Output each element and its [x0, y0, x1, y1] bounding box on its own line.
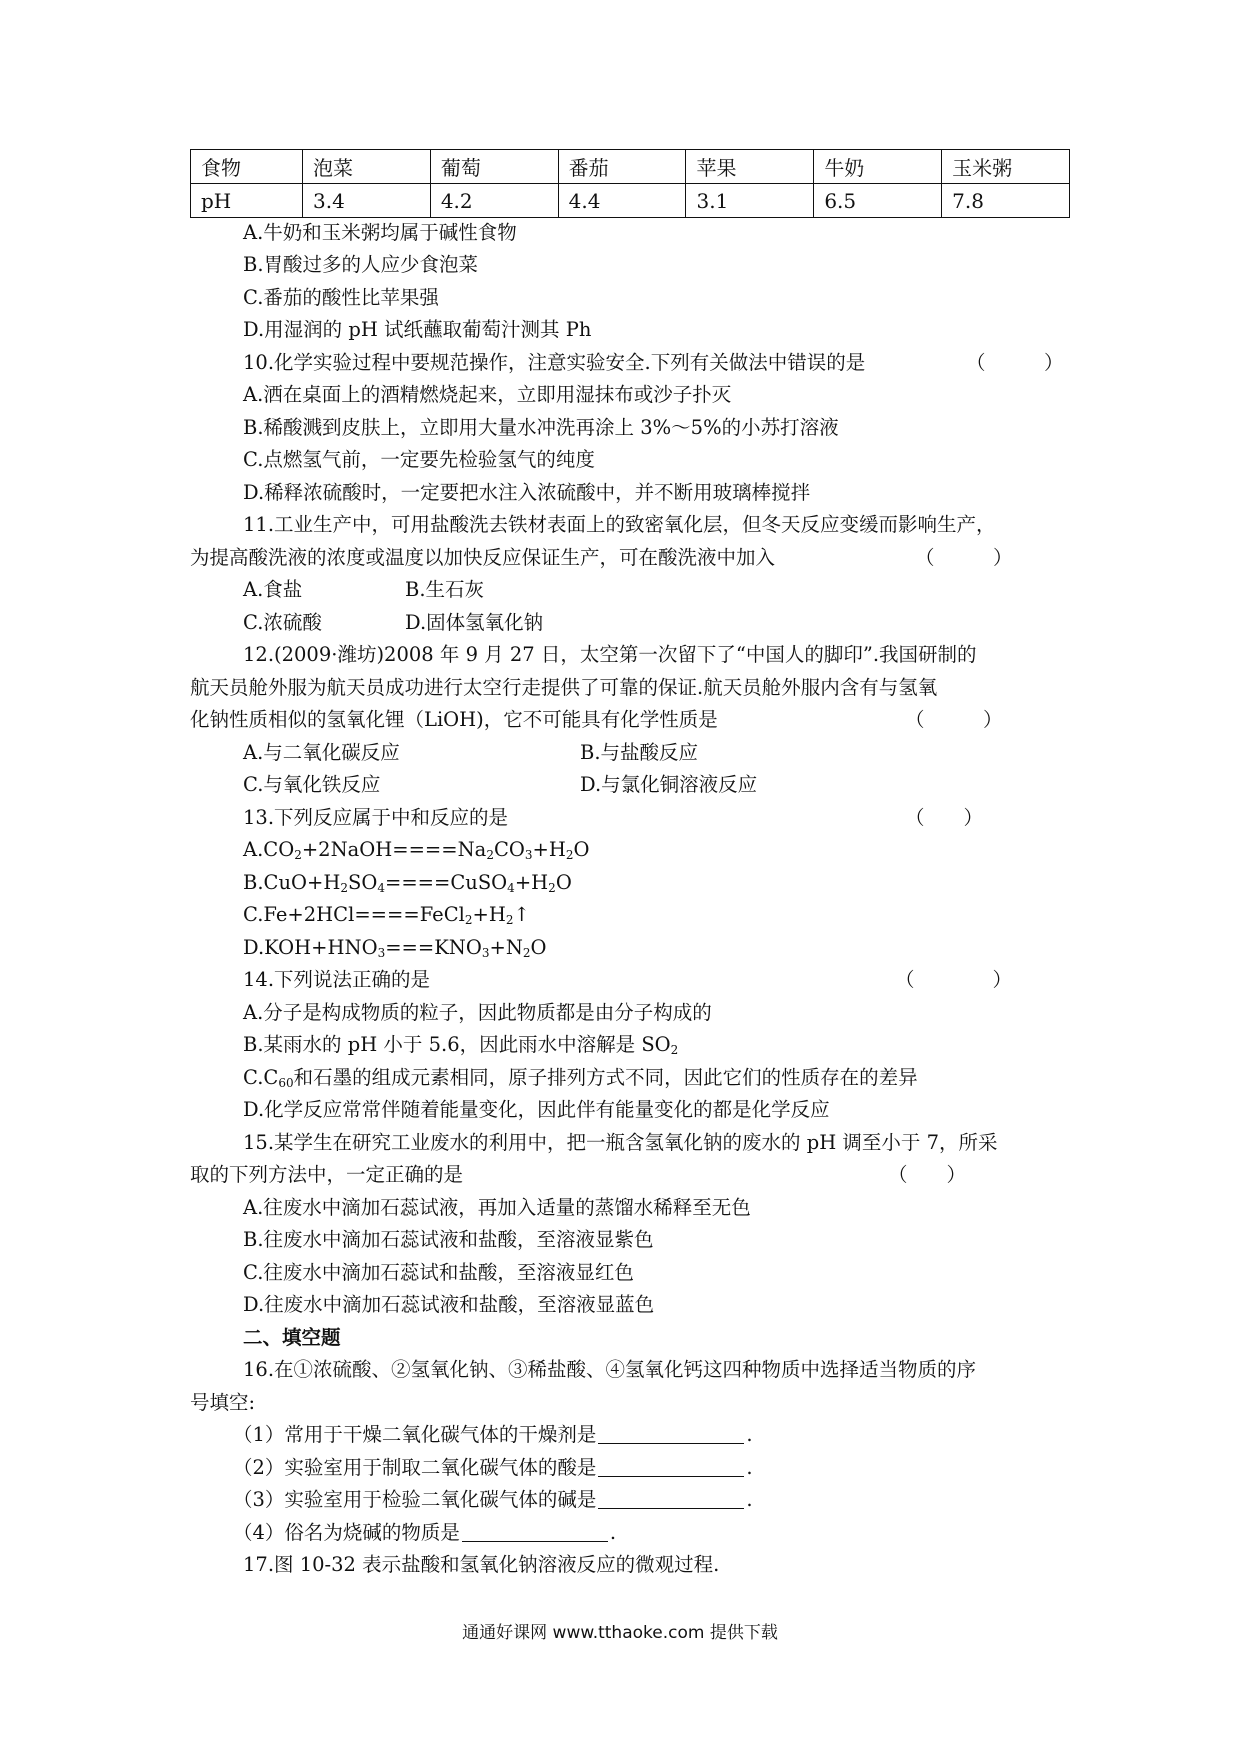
subscript: 2	[670, 1043, 679, 1057]
subscript: 2	[486, 848, 494, 862]
q12-stem-line1: 12.(2009·潍坊)2008 年 9 月 27 日，太空第一次留下了“中国人的脚印”.我国研制的	[243, 643, 977, 666]
q10-option-d: D.稀释浓硫酸时，一定要把水注入浓硫酸中，并不断用玻璃棒搅拌	[243, 481, 811, 504]
subscript: 4	[507, 881, 515, 895]
text-run: +2NaOH====Na	[301, 838, 487, 861]
text-run: C.C	[243, 1066, 279, 1089]
table-cell: 苹果	[686, 150, 814, 184]
q10-stem: 10.化学实验过程中要规范操作，注意实验安全.下列有关做法中错误的是	[243, 351, 866, 374]
q12-answer-bracket: （ ）	[905, 708, 1003, 731]
item-period: .	[609, 1521, 617, 1544]
q13-answer-bracket: （ ）	[905, 806, 984, 829]
answer-blank[interactable]	[462, 1519, 608, 1542]
q11-option-b: B.生石灰	[405, 578, 485, 601]
item-text: （1）常用于干燥二氧化碳气体的干燥剂是	[233, 1423, 597, 1446]
q12-option-a: A.与二氧化碳反应	[243, 741, 400, 764]
item-text: （4）俗名为烧碱的物质是	[233, 1521, 460, 1544]
item-period: .	[746, 1488, 753, 1511]
section-heading: 二、填空题	[243, 1326, 341, 1349]
q11-answer-bracket: （ ）	[915, 546, 1013, 569]
text-run: 和石墨的组成元素相同，原子排列方式不同，因此它们的性质存在的差异	[293, 1066, 918, 1089]
subscript: 3	[481, 946, 490, 960]
subscript: 60	[278, 1076, 294, 1090]
text-run: O	[555, 871, 572, 894]
table-cell: 牛奶	[814, 150, 942, 184]
item-period: .	[746, 1423, 753, 1446]
q13-option-a	[243, 836, 590, 869]
q14-option-a: A.分子是构成物质的粒子，因此物质都是由分子构成的	[243, 1001, 712, 1024]
q16-item-4	[233, 1519, 616, 1547]
text-run: B.某雨水的 pH 小于 5.6，因此雨水中溶解是 SO	[243, 1033, 671, 1056]
q15-option-a: A.往废水中滴加石蕊试液，再加入适量的蒸馏水稀释至无色	[243, 1196, 751, 1219]
item-text: （2）实验室用于制取二氧化碳气体的酸是	[233, 1456, 597, 1479]
q15-option-c: C.往废水中滴加石蕊试和盐酸，至溶液显红色	[243, 1261, 634, 1284]
q9-option-a: A.牛奶和玉米粥均属于碱性食物	[243, 221, 517, 244]
table-cell: 葡萄	[430, 150, 558, 184]
q9-option-d: D.用湿润的 pH 试纸蘸取葡萄汁测其 Ph	[243, 318, 592, 341]
q15-option-b: B.往废水中滴加石蕊试液和盐酸，至溶液显紫色	[243, 1228, 654, 1251]
table-cell: 3.1	[686, 184, 814, 218]
table-cell: 玉米粥	[942, 150, 1070, 184]
q15-stem-line2: 取的下列方法中，一定正确的是	[190, 1163, 464, 1186]
table-cell: 3.4	[303, 184, 431, 218]
item-period: .	[746, 1456, 753, 1479]
table-cell: 食物	[191, 150, 303, 184]
q10-option-a: A.洒在桌面上的酒精燃烧起来，立即用湿抹布或沙子扑灭	[243, 383, 732, 406]
table-header-row	[191, 150, 1070, 184]
q16-stem-line2: 号填空:	[190, 1391, 256, 1414]
table-cell: 4.4	[558, 184, 686, 218]
subscript: 2	[464, 913, 473, 927]
subscript: 2	[522, 946, 531, 960]
text-run: C.Fe+2HCl====FeCl	[243, 903, 465, 926]
q11-stem-line1: 11.工业生产中，可用盐酸洗去铁材表面上的致密氧化层，但冬天反应变缓而影响生产，	[243, 513, 996, 536]
q9-option-c: C.番茄的酸性比苹果强	[243, 286, 439, 309]
q12-option-d: D.与氯化铜溶液反应	[580, 773, 758, 796]
q10-option-c: C.点燃氢气前，一定要先检验氢气的纯度	[243, 448, 595, 471]
page-footer: 通通好课网 www.tthaoke.com 提供下载	[462, 1623, 778, 1643]
q15-stem-line1: 15.某学生在研究工业废水的利用中，把一瓶含氢氧化钠的废水的 pH 调至小于 7，所采	[243, 1131, 998, 1154]
q11-option-c: C.浓硫酸	[243, 611, 322, 634]
q14-answer-bracket: （ ）	[895, 968, 1013, 991]
q14-option-c	[243, 1064, 918, 1097]
subscript: 2	[548, 881, 556, 895]
answer-blank[interactable]	[598, 1421, 744, 1444]
q10-option-b: B.稀酸溅到皮肤上，立即用大量水冲洗再涂上 3%～5%的小苏打溶液	[243, 416, 839, 439]
text-run: ====CuSO	[384, 871, 508, 894]
subscript: 2	[565, 848, 574, 862]
q16-item-1	[233, 1421, 753, 1449]
q16-item-2	[233, 1454, 753, 1482]
q17-stem: 17.图 10-32 表示盐酸和氢氧化钠溶液反应的微观过程.	[243, 1553, 720, 1576]
q15-option-d: D.往废水中滴加石蕊试液和盐酸，至溶液显蓝色	[243, 1293, 655, 1316]
q11-option-d: D.固体氢氧化钠	[405, 611, 544, 634]
text-run: A.CO	[243, 838, 295, 861]
q14-option-d: D.化学反应常常伴随着能量变化，因此伴有能量变化的都是化学反应	[243, 1098, 830, 1121]
text-run: +H	[532, 838, 566, 861]
text-run: CO	[493, 838, 525, 861]
table-cell: 番茄	[558, 150, 686, 184]
q12-option-b: B.与盐酸反应	[580, 741, 699, 764]
subscript: 2	[505, 913, 514, 927]
text-run: +H	[472, 903, 506, 926]
subscript: 4	[377, 881, 385, 895]
text-run: +N	[489, 936, 523, 959]
q11-stem-line2: 为提高酸洗液的浓度或温度以加快反应保证生产，可在酸洗液中加入	[190, 546, 776, 569]
ph-table	[190, 149, 1070, 218]
q14-stem: 14.下列说法正确的是	[243, 968, 431, 991]
q16-stem-line1: 16.在①浓硫酸、②氢氧化钠、③稀盐酸、④氢氧化钙这四种物质中选择适当物质的序	[243, 1358, 977, 1381]
table-cell: 7.8	[942, 184, 1070, 218]
subscript: 2	[294, 848, 302, 862]
q13-option-b	[243, 869, 572, 902]
text-run: +H	[514, 871, 549, 894]
item-text: （3）实验室用于检验二氧化碳气体的碱是	[233, 1488, 597, 1511]
q15-answer-bracket: （ ）	[888, 1163, 967, 1186]
q10-answer-bracket: （ ）	[966, 351, 1064, 374]
table-row	[191, 184, 1070, 218]
table-cell: pH	[191, 184, 303, 218]
q12-option-c: C.与氧化铁反应	[243, 773, 381, 796]
q13-stem: 13.下列反应属于中和反应的是	[243, 806, 509, 829]
table-cell: 4.2	[430, 184, 558, 218]
answer-blank[interactable]	[598, 1486, 744, 1509]
q12-stem-line2: 航天员舱外服为航天员成功进行太空行走提供了可靠的保证.航天员舱外服内含有与氢氧	[190, 676, 938, 699]
table-cell: 泡菜	[303, 150, 431, 184]
text-run: D.KOH+HNO	[243, 936, 378, 959]
q16-item-3	[233, 1486, 753, 1514]
q13-option-c	[243, 901, 530, 934]
text-run: O	[530, 936, 547, 959]
text-run: O	[573, 838, 590, 861]
subscript: 3	[377, 946, 386, 960]
text-run: ===KNO	[385, 936, 482, 959]
q12-stem-line3: 化钠性质相似的氢氧化锂（LiOH)，它不可能具有化学性质是	[190, 708, 718, 731]
text-run: B.CuO+H	[243, 871, 341, 894]
text-run: SO	[347, 871, 378, 894]
q13-option-d	[243, 934, 547, 967]
q9-option-b: B.胃酸过多的人应少食泡菜	[243, 253, 479, 276]
subscript: 3	[524, 848, 533, 862]
table-cell: 6.5	[814, 184, 942, 218]
answer-blank[interactable]	[598, 1454, 744, 1477]
text-run: ↑	[513, 903, 530, 926]
q11-option-a: A.食盐	[243, 578, 303, 601]
subscript: 2	[340, 881, 348, 895]
q14-option-b	[243, 1031, 678, 1064]
